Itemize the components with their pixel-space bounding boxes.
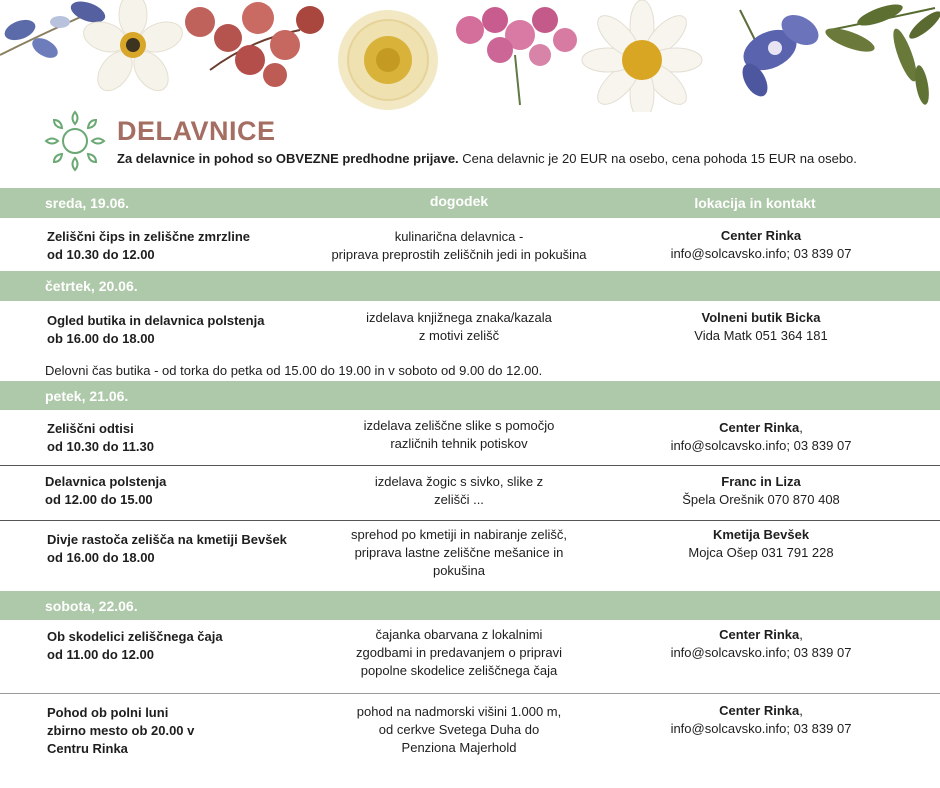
event-contact: Center Rinka, info@solcavsko.info; 03 839 07 xyxy=(670,627,852,660)
pressed-flowers-banner xyxy=(0,0,940,112)
column-header-event: dogodek xyxy=(429,193,489,209)
event-contact-info: info@solcavsko.info; 03 839 07 xyxy=(670,645,852,660)
event-description: pohod na nadmorski višini 1.000 m, od cerkve Svetega Duha do Penziona Majerhold xyxy=(356,704,562,755)
day-label: petek, 21.06. xyxy=(45,388,129,404)
event-contact xyxy=(682,473,840,509)
event-description: izdelava knjižnega znaka/kazala z motivi zelišč xyxy=(366,310,552,343)
event-description: izdelava žogic s sivko, slike z zelišči ... xyxy=(374,474,544,507)
event-contact: Center Rinka, info@solcavsko.info; 03 839 07 xyxy=(670,703,852,736)
event-title: Ogled butika in delavnica polstenja ob 16.00 do 18.00 xyxy=(47,313,265,346)
column-header-contact: lokacija in kontakt xyxy=(694,195,816,211)
event-location: Center Rinka xyxy=(719,627,800,642)
event-contact xyxy=(671,227,852,263)
page-title: DELAVNICE xyxy=(117,116,276,146)
event-description: kulinarična delavnica - priprava preprostih zeliščnih jedi in pokušina xyxy=(331,229,587,262)
event-contact xyxy=(694,309,827,345)
event-title: Pohod ob polni luni zbirno mesto ob 20.00 v Centru Rinka xyxy=(47,705,195,756)
row-divider xyxy=(0,693,940,694)
event-contact: Center Rinka, info@solcavsko.info; 03 839 07 xyxy=(670,420,852,453)
sun-leaf-icon xyxy=(44,110,106,172)
intro-text xyxy=(117,151,857,166)
event-title: Delavnica polstenja od 12.00 do 15.00 xyxy=(45,474,167,507)
event-location: Kmetija Bevšek xyxy=(712,527,810,542)
event-title: Ob skodelici zeliščnega čaja od 11.00 do 12.00 xyxy=(47,629,223,662)
day-label: sobota, 22.06. xyxy=(45,598,138,614)
event-description: čajanka obarvana z lokalnimi zgodbami in predavanjem o pripravi popolne skodelice zeliščnega čaja xyxy=(356,627,562,678)
event-contact-info: info@solcavsko.info; 03 839 07 xyxy=(670,721,852,736)
yellow-daisy-flower xyxy=(338,10,438,110)
event-description: izdelava zeliščne slike s pomočjo različnih tehnik potiskov xyxy=(363,418,555,451)
day-band-friday xyxy=(0,381,940,410)
green-leaf-sprig xyxy=(823,0,940,106)
white-daisy-flower-large xyxy=(582,0,702,112)
event-contact xyxy=(688,526,833,562)
event-location: Volneni butik Bicka xyxy=(701,310,821,325)
boutique-hours-note: Delovni čas butika - od torka do petka od 15.00 do 19.00 in v soboto od 9.00 do 12.00. xyxy=(45,363,543,378)
day-band-saturday xyxy=(0,591,940,620)
row-divider xyxy=(0,520,940,521)
day-label: četrtek, 20.06. xyxy=(45,278,138,294)
intro-bold: Za delavnice in pohod so OBVEZNE predhodne prijave. xyxy=(117,151,459,166)
event-title: Zeliščni čips in zeliščne zmrzline od 10.30 do 12.00 xyxy=(47,229,251,262)
event-location: Center Rinka xyxy=(720,228,802,243)
event-location: Franc in Liza xyxy=(721,474,801,489)
event-location: Center Rinka xyxy=(719,420,800,435)
event-title: Divje rastoča zelišča na kmetiji Bevšek od 16.00 do 18.00 xyxy=(47,532,287,565)
day-band-thursday xyxy=(0,271,940,301)
event-contact-info: Vida Matk 051 364 181 xyxy=(694,328,828,343)
day-label: sreda, 19.06. xyxy=(45,195,130,211)
event-contact-info: Špela Orešnik 070 870 408 xyxy=(682,492,840,507)
event-contact-info: Mojca Ošep 031 791 228 xyxy=(688,545,834,560)
event-contact-info: info@solcavsko.info; 03 839 07 xyxy=(670,438,852,453)
red-flower-cluster xyxy=(185,2,324,87)
event-description: sprehod po kmetiji in nabiranje zelišč, priprava lastne zeliščne mešanice in pokušina xyxy=(350,527,568,578)
intro-price: Cena delavnic je 20 EUR na osebo, cena pohoda 15 EUR na osebo. xyxy=(458,151,857,166)
blue-flower-cluster-right xyxy=(737,9,824,101)
day-band-wednesday xyxy=(0,188,940,218)
row-divider xyxy=(0,465,940,466)
pink-flower-cluster xyxy=(456,7,577,105)
event-title: Zeliščni odtisi od 10.30 do 11.30 xyxy=(47,421,154,454)
event-contact-info: info@solcavsko.info; 03 839 07 xyxy=(670,246,852,261)
event-location: Center Rinka xyxy=(719,703,800,718)
